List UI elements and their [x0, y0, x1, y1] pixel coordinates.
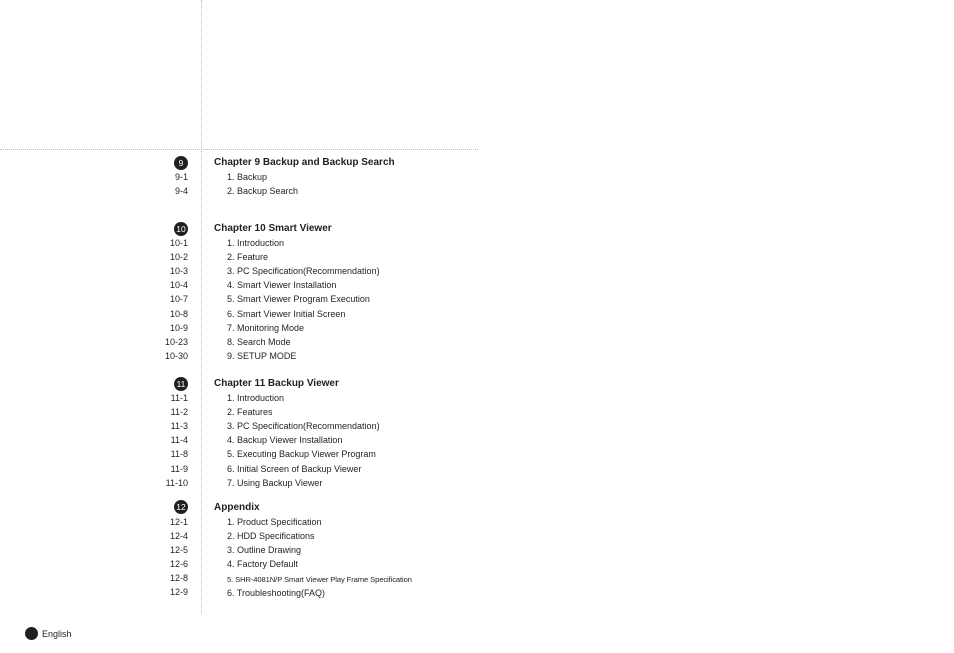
- chapter-title-10[interactable]: Chapter 10 Smart Viewer: [214, 223, 332, 234]
- page-number: 11-8: [170, 449, 188, 459]
- chapter-badge-10: 10: [174, 222, 188, 236]
- page-number: 11-4: [170, 435, 188, 445]
- page-number: 10-8: [169, 309, 188, 319]
- toc-item[interactable]: 4. Smart Viewer Installation: [227, 280, 337, 290]
- page-number: 11-10: [165, 478, 188, 488]
- appendix-title[interactable]: Appendix: [214, 502, 260, 513]
- page-number: 10-30: [164, 351, 188, 361]
- toc-item[interactable]: 9. SETUP MODE: [227, 351, 297, 361]
- toc-item[interactable]: 8. Search Mode: [227, 337, 291, 347]
- page-number: 10-7: [169, 294, 188, 304]
- chapter-title-11[interactable]: Chapter 11 Backup Viewer: [214, 378, 339, 389]
- page-number: 11-2: [170, 407, 188, 417]
- horizontal-divider: [0, 149, 478, 150]
- toc-item[interactable]: 1. Backup: [227, 172, 268, 182]
- page-number: 12-6: [169, 559, 188, 569]
- chapter-badge-11: 11: [174, 377, 188, 391]
- toc-item[interactable]: 3. PC Specification(Recommendation): [227, 421, 380, 431]
- toc-item[interactable]: 2. Feature: [227, 252, 269, 262]
- toc-item[interactable]: 3. Outline Drawing: [227, 545, 302, 555]
- toc-item[interactable]: 4. Backup Viewer Installation: [227, 435, 343, 445]
- toc-item[interactable]: 7. Using Backup Viewer: [227, 478, 323, 488]
- page-number: 12-4: [169, 531, 188, 541]
- chapter-badge-12: 12: [174, 500, 188, 514]
- page-number: 12-9: [169, 587, 188, 597]
- toc-item[interactable]: 1. Product Specification: [227, 517, 322, 527]
- page-number: 10-3: [169, 266, 188, 276]
- toc-item[interactable]: 6. Initial Screen of Backup Viewer: [227, 464, 362, 474]
- page-number: 9-4: [174, 186, 188, 196]
- page-number: 11-3: [170, 421, 188, 431]
- page-number: 10-1: [169, 238, 188, 248]
- toc-item[interactable]: 2. HDD Specifications: [227, 531, 315, 541]
- page-marker-dot: [25, 627, 38, 640]
- page-number: 11-9: [170, 464, 188, 474]
- page-number: 9-1: [174, 172, 188, 182]
- footer-language: English: [42, 629, 72, 639]
- page-number: 10-4: [169, 280, 188, 290]
- chapter-badge-9: 9: [174, 156, 188, 170]
- page-number: 10-2: [169, 252, 188, 262]
- toc-item[interactable]: 6. Smart Viewer Initial Screen: [227, 309, 346, 319]
- toc-item[interactable]: 6. Troubleshooting(FAQ): [227, 588, 326, 598]
- toc-item[interactable]: 2. Features: [227, 407, 273, 417]
- toc-item[interactable]: 7. Monitoring Mode: [227, 323, 305, 333]
- page-number: 11-1: [170, 393, 188, 403]
- vertical-divider: [201, 0, 202, 614]
- page-number: 12-5: [169, 545, 188, 555]
- toc-item[interactable]: 5. Executing Backup Viewer Program: [227, 449, 376, 459]
- toc-item[interactable]: 1. Introduction: [227, 393, 285, 403]
- page-number: 12-1: [169, 517, 188, 527]
- page-number: 10-23: [164, 337, 188, 347]
- toc-item[interactable]: 5. SHR-4081N/P Smart Viewer Play Frame Specification: [227, 575, 412, 584]
- toc-item[interactable]: 3. PC Specification(Recommendation): [227, 266, 380, 276]
- toc-item[interactable]: 1. Introduction: [227, 238, 285, 248]
- page-number: 10-9: [169, 323, 188, 333]
- toc-item[interactable]: 4. Factory Default: [227, 559, 299, 569]
- toc-item[interactable]: 5. Smart Viewer Program Execution: [227, 294, 370, 304]
- toc-item[interactable]: 2. Backup Search: [227, 186, 299, 196]
- chapter-title-9[interactable]: Chapter 9 Backup and Backup Search: [214, 157, 395, 168]
- page-number: 12-8: [169, 573, 188, 583]
